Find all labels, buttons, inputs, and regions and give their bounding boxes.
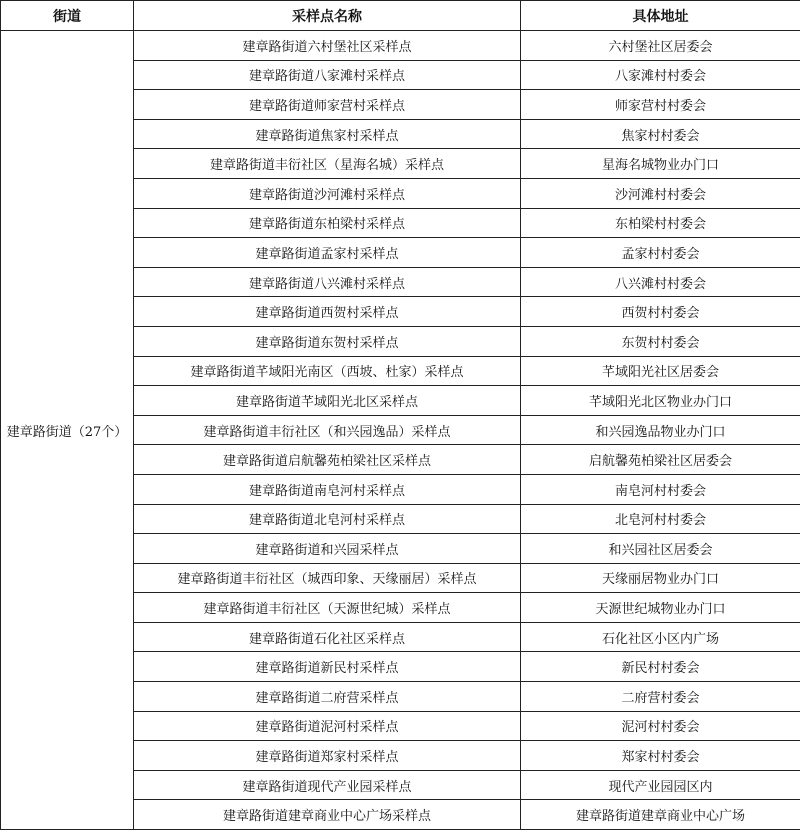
site-name-cell: 建章路街道芊域阳光北区采样点 [134,386,521,416]
address-cell: 现代产业园园区内 [521,770,800,800]
address-cell: 八家滩村村委会 [521,60,800,90]
address-cell: 西贺村村委会 [521,297,800,327]
address-cell: 芊域阳光北区物业办门口 [521,386,800,416]
site-name-cell: 建章路街道丰衍社区（天源世纪城）采样点 [134,593,521,623]
address-cell: 石化社区小区内广场 [521,622,800,652]
site-name-cell: 建章路街道六村堡社区采样点 [134,31,521,61]
site-name-cell: 建章路街道东柏梁村采样点 [134,208,521,238]
site-name-cell: 建章路街道丰衍社区（城西印象、天缘丽居）采样点 [134,563,521,593]
site-name-cell: 建章路街道沙河滩村采样点 [134,178,521,208]
address-cell: 星海名城物业办门口 [521,149,800,179]
table-body [1,31,800,830]
address-cell: 天源世纪城物业办门口 [521,593,800,623]
address-cell: 建章路街道建章商业中心广场 [521,800,800,830]
site-name-cell: 建章路街道南皂河村采样点 [134,474,521,504]
address-cell: 师家营村村委会 [521,90,800,120]
header-address: 具体地址 [521,1,800,31]
site-name-cell: 建章路街道北皂河村采样点 [134,504,521,534]
address-cell: 东贺村村委会 [521,326,800,356]
site-name-cell: 建章路街道现代产业园采样点 [134,770,521,800]
site-name-cell: 建章路街道焦家村采样点 [134,119,521,149]
site-name-cell: 建章路街道二府营采样点 [134,682,521,712]
site-name-cell: 建章路街道新民村采样点 [134,652,521,682]
site-name-cell: 建章路街道孟家村采样点 [134,238,521,268]
address-cell: 泥河村村委会 [521,711,800,741]
address-cell: 八兴滩村村委会 [521,267,800,297]
address-cell: 南皂河村村委会 [521,474,800,504]
address-cell: 东柏梁村村委会 [521,208,800,238]
site-name-cell: 建章路街道师家营村采样点 [134,90,521,120]
address-cell: 二府营村委会 [521,682,800,712]
site-name-cell: 建章路街道八兴滩村采样点 [134,267,521,297]
header-district: 街道 [1,1,134,31]
site-name-cell: 建章路街道丰衍社区（星海名城）采样点 [134,149,521,179]
address-cell: 北皂河村村委会 [521,504,800,534]
address-cell: 孟家村村委会 [521,238,800,268]
site-name-cell: 建章路街道芊域阳光南区（西坡、杜家）采样点 [134,356,521,386]
site-name-cell: 建章路街道建章商业中心广场采样点 [134,800,521,830]
site-name-cell: 建章路街道泥河村采样点 [134,711,521,741]
site-name-cell: 建章路街道八家滩村采样点 [134,60,521,90]
table-row [1,31,800,61]
site-name-cell: 建章路街道郑家村采样点 [134,741,521,771]
address-cell: 六村堡社区居委会 [521,31,800,61]
table-header [1,1,800,31]
site-name-cell: 建章路街道和兴园采样点 [134,534,521,564]
address-cell: 和兴园逸品物业办门口 [521,415,800,445]
site-name-cell: 建章路街道东贺村采样点 [134,326,521,356]
header-row [1,1,800,31]
address-cell: 沙河滩村村委会 [521,178,800,208]
site-name-cell: 建章路街道石化社区采样点 [134,622,521,652]
address-cell: 天缘丽居物业办门口 [521,563,800,593]
address-cell: 和兴园社区居委会 [521,534,800,564]
address-cell: 芊域阳光社区居委会 [521,356,800,386]
district-cell: 建章路街道（27个） [1,31,134,830]
site-name-cell: 建章路街道西贺村采样点 [134,297,521,327]
address-cell: 启航馨苑柏梁社区居委会 [521,445,800,475]
header-site-name: 采样点名称 [134,1,521,31]
address-cell: 焦家村村委会 [521,119,800,149]
site-name-cell: 建章路街道丰衍社区（和兴园逸品）采样点 [134,415,521,445]
address-cell: 新民村村委会 [521,652,800,682]
address-cell: 郑家村村委会 [521,741,800,771]
site-name-cell: 建章路街道启航馨苑柏梁社区采样点 [134,445,521,475]
